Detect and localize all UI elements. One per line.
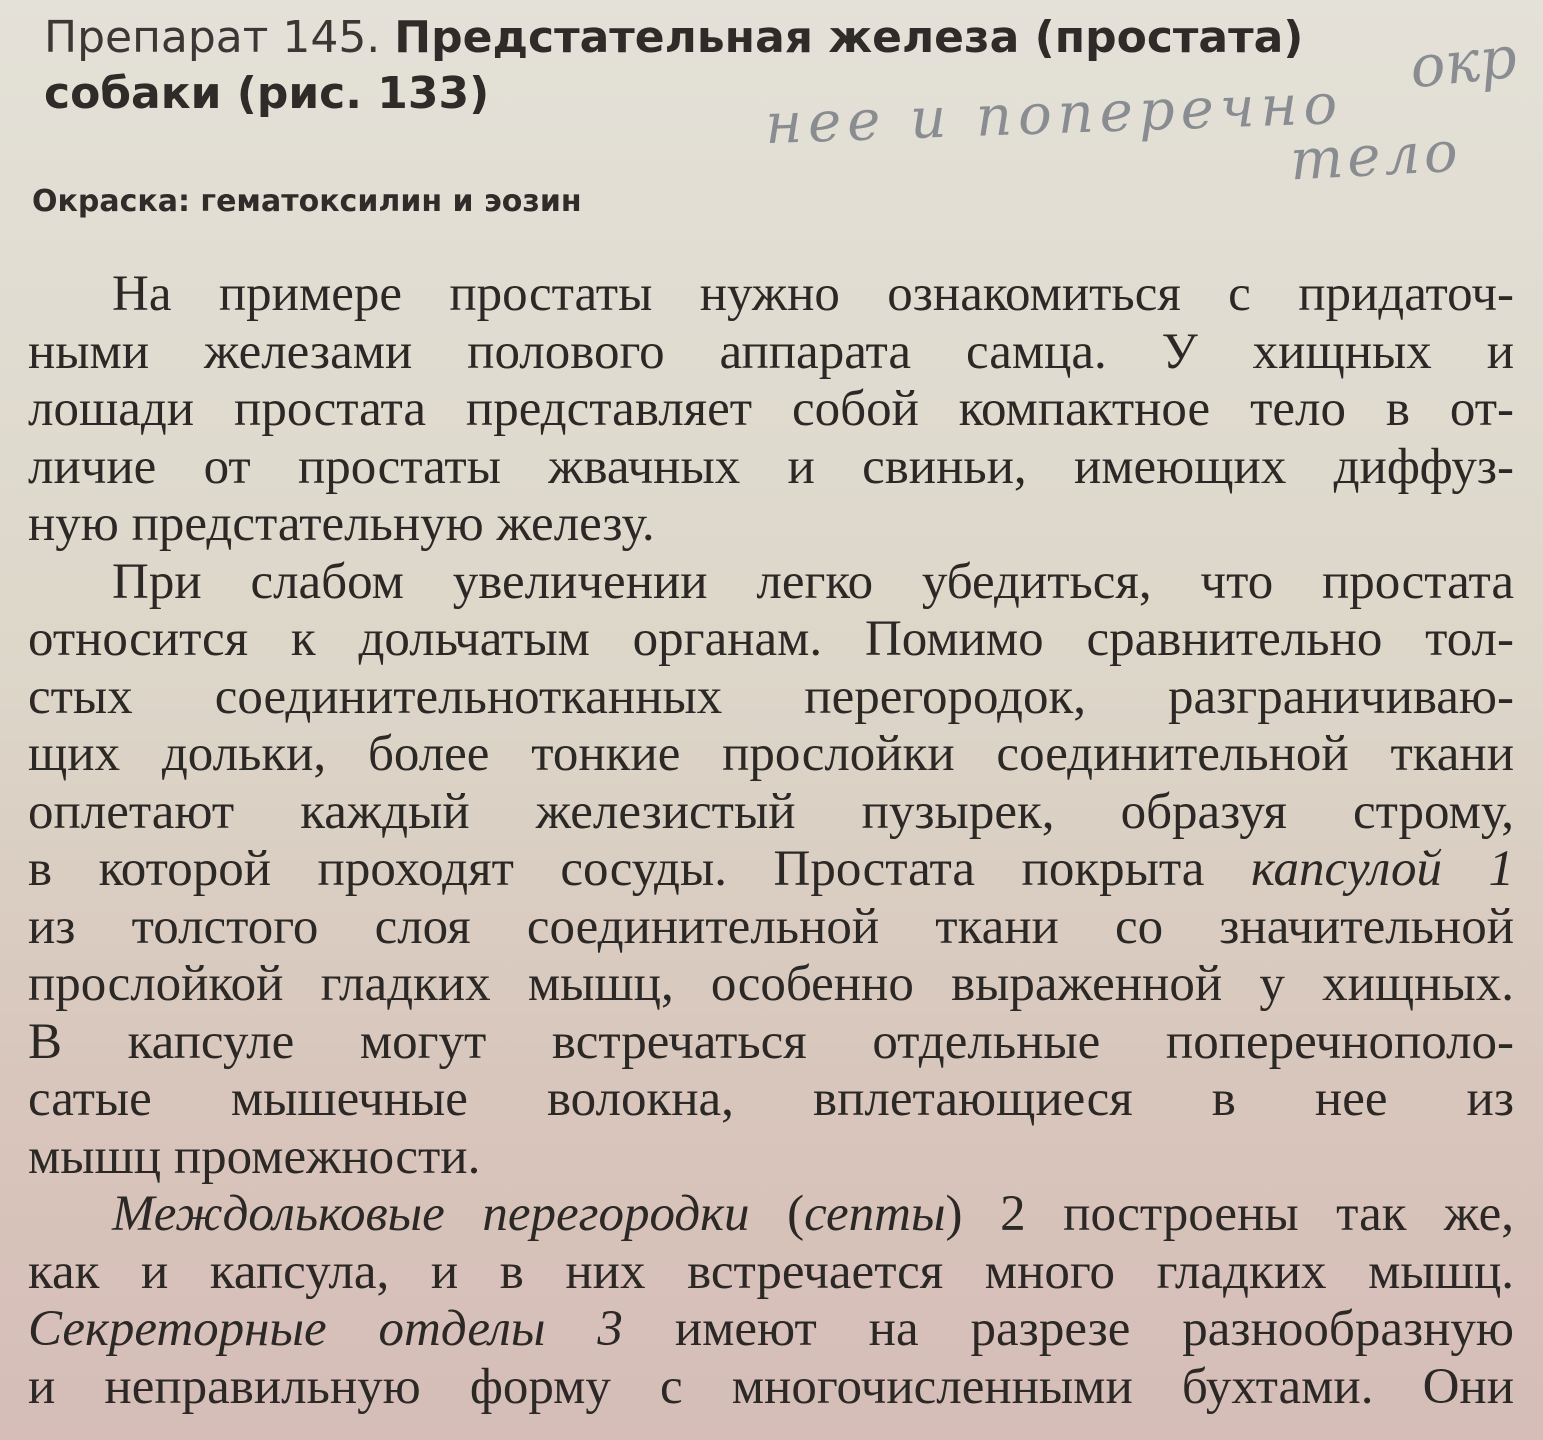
- paragraph-2-line: стых соединительнотканных перегородок, разграничиваю-: [28, 668, 1514, 725]
- paragraph-2-line: В капсуле могут встречаться отдельные поперечнополо-: [28, 1013, 1514, 1070]
- handwritten-note-3: тело: [1288, 119, 1464, 194]
- body-text: [28, 266, 1514, 1416]
- septa-term: Междольковые перегородки: [112, 1186, 750, 1242]
- handwritten-note-1: окр: [1406, 22, 1520, 102]
- stain-method: Окраска: гематоксилин и эозин: [32, 184, 582, 219]
- paragraph-1-line: лошади простата представляет собой компактное тело в от-: [28, 381, 1514, 437]
- paragraph-3-text: (: [749, 1186, 805, 1242]
- handwritten-note-2: нее и поперечно: [764, 71, 1345, 158]
- paragraph-2-line: [28, 841, 1514, 899]
- paragraph-3-line: [28, 1186, 1514, 1244]
- paragraph-1-line: ными железами полового аппарата самца. У хищных и: [28, 323, 1514, 380]
- paragraph-2-line: оплетают каждый железистый пузырек, образуя строму,: [28, 783, 1514, 840]
- paragraph-2-line: относится к дольчатым органам. Помимо сравнительно тол-: [28, 611, 1514, 667]
- paragraph-1-line: личие от простаты жвачных и свиньи, имеющих диффуз-: [28, 438, 1514, 495]
- paragraph-2-line: из толстого слоя соединительной ткани со значительной: [28, 898, 1514, 955]
- paragraph-2-line: сатые мышечные волокна, вплетающиеся в нее из: [28, 1071, 1514, 1127]
- preparation-title: Предстательная железа (простата): [394, 12, 1304, 63]
- paragraph-2-text: в которой проходят сосуды. Простата покрыта: [28, 841, 1251, 897]
- capsule-term: капсулой 1: [1250, 841, 1514, 897]
- paragraph-2-line: прослойкой гладких мышц, особенно выраженной у хищных.: [28, 956, 1514, 1012]
- paragraph-3-line: и неправильную форму с многочисленными бухтами. Они: [28, 1358, 1514, 1415]
- paragraph-3-text: имеют на разрезе разнообразную: [622, 1301, 1514, 1357]
- paragraph-2-line: При слабом увеличении легко убедиться, что простата: [112, 553, 1514, 610]
- paragraph-1-line: ную предстательную железу.: [28, 496, 655, 552]
- paragraph-1-line: На примере простаты нужно ознакомиться с придаточ-: [112, 266, 1514, 322]
- paragraph-2-line: мышц промежности.: [28, 1128, 481, 1185]
- paragraph-2-line: щих дольки, более тонкие прослойки соединительной ткани: [28, 726, 1514, 782]
- paragraph-3-text: ) 2 построены так же,: [945, 1186, 1515, 1242]
- heading-line-2: собаки (рис. 133): [44, 68, 490, 119]
- paragraph-3-line: [28, 1301, 1514, 1359]
- heading-line-1: [44, 10, 1364, 66]
- septa-term-alt: септы: [804, 1186, 946, 1242]
- paragraph-3-line: как и капсула, и в них встречается много гладких мышц.: [28, 1243, 1514, 1300]
- secretory-term: Секреторные отделы 3: [28, 1301, 623, 1357]
- preparation-number: Препарат 145.: [44, 12, 381, 63]
